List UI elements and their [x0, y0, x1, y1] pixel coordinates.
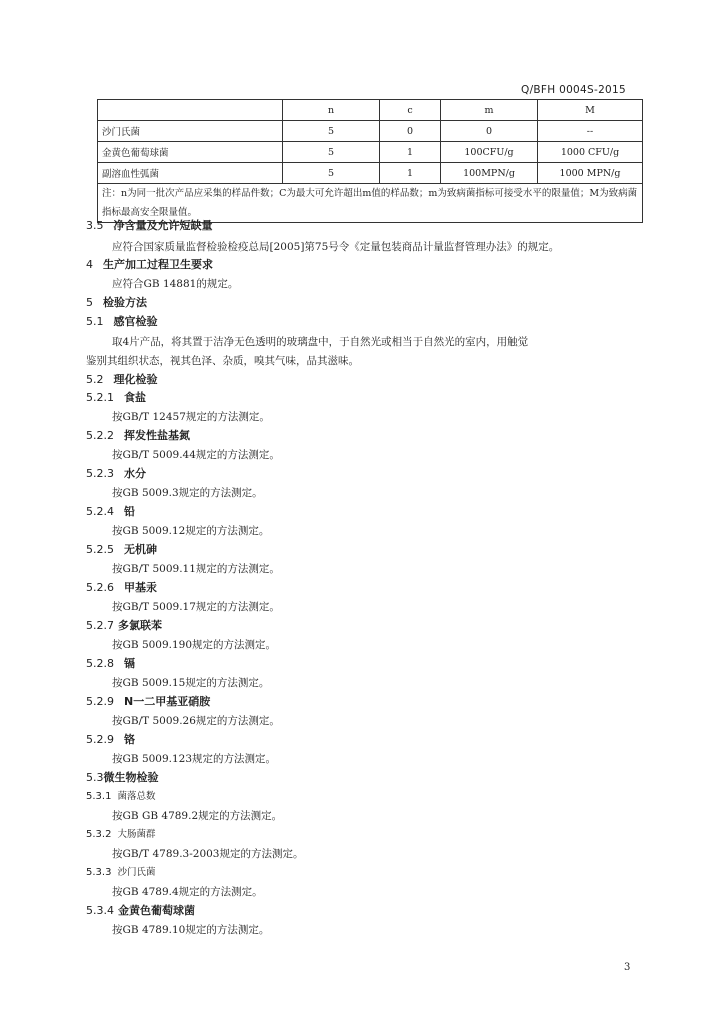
section-heading-5-2-3: 5.2.3 水分: [86, 467, 146, 480]
table-cell: --: [538, 121, 643, 142]
section-heading-5-2-1: 5.2.1 食盐: [86, 391, 146, 404]
table-cell: 0: [380, 121, 441, 142]
table-cell: 5: [283, 121, 380, 142]
section-heading-5-3-2: 5.3.2 大肠菌群: [86, 829, 156, 840]
section-body-5-1-line1: 取4片产品，将其置于洁净无色透明的玻璃盘中，于自然光或相当于自然光的室内，用触觉: [112, 336, 529, 348]
table-cell: 副溶血性弧菌: [98, 163, 283, 184]
table-cell: 0: [441, 121, 538, 142]
section-body-5-3-1: 按GB GB 4789.2规定的方法测定。: [112, 810, 283, 822]
section-body-5-2-2: 按GB/T 5009.44规定的方法测定。: [112, 449, 280, 461]
table-cell: 1: [380, 142, 441, 163]
document-code: Q/BFH 0004S-2015: [521, 84, 626, 96]
table-header-row: [98, 100, 643, 121]
section-heading-4: 4 生产加工过程卫生要求: [86, 258, 213, 271]
section-body-5-2-4: 按GB 5009.12规定的方法测定。: [112, 525, 270, 537]
table-cell: 5: [283, 163, 380, 184]
table-cell: 金黄色葡萄球菌: [98, 142, 283, 163]
section-body-5-3-2: 按GB/T 4789.3-2003规定的方法测定。: [112, 848, 304, 860]
table-header-cell: m: [441, 100, 538, 121]
section-heading-5-2-9b: 5.2.9 铬: [86, 733, 135, 746]
section-heading-5-3-3: 5.3.3 沙门氏菌: [86, 867, 156, 878]
section-heading-5-2-8: 5.2.8 镉: [86, 657, 135, 670]
table-cell: 1: [380, 163, 441, 184]
section-heading-5-2-4: 5.2.4 铅: [86, 505, 135, 518]
table-cell: 5: [283, 142, 380, 163]
section-body-5-2-6: 按GB/T 5009.17规定的方法测定。: [112, 601, 280, 613]
table-header-cell: [98, 100, 283, 121]
table-header-cell: M: [538, 100, 643, 121]
section-heading-5-2-9a: 5.2.9 N一二甲基亚硝胺: [86, 695, 211, 708]
table-note: 注：n为同一批次产品应采集的样品件数；C为最大可允许超出m值的样品数；m为致病菌指标可接受水平的限量值；M为致病菌指标最高安全限量值。: [98, 184, 643, 223]
section-heading-5-2: 5.2 理化检验: [86, 373, 158, 386]
section-body-5-2-5: 按GB/T 5009.11规定的方法测定。: [112, 563, 280, 575]
section-body-5-2-9a: 按GB/T 5009.26规定的方法测定。: [112, 715, 280, 727]
section-heading-5-2-6: 5.2.6 甲基汞: [86, 581, 157, 594]
table-row: [98, 142, 643, 163]
section-heading-5-2-2: 5.2.2 挥发性盐基氮: [86, 429, 190, 442]
table-row: [98, 163, 643, 184]
section-body-5-2-7: 按GB 5009.190规定的方法测定。: [112, 639, 277, 651]
section-body-5-2-3: 按GB 5009.3规定的方法测定。: [112, 487, 263, 499]
table-cell: 1000 MPN/g: [538, 163, 643, 184]
section-heading-5-2-7: 5.2.7 多氯联苯: [86, 619, 162, 632]
section-heading-5-1: 5.1 感官检验: [86, 315, 158, 328]
table-cell: 100CFU/g: [441, 142, 538, 163]
section-body-5-2-1: 按GB/T 12457规定的方法测定。: [112, 411, 270, 423]
section-body-5-1-line2: 鉴别其组织状态，视其色泽、杂质，嗅其气味，品其滋味。: [86, 355, 359, 367]
page-number: 3: [624, 962, 631, 973]
section-heading-5-3-1: 5.3.1 菌落总数: [86, 791, 156, 802]
section-body-5-3-3: 按GB 4789.4规定的方法测定。: [112, 886, 263, 898]
section-body-5-2-8: 按GB 5009.15规定的方法测定。: [112, 677, 270, 689]
section-heading-5-2-5: 5.2.5 无机砷: [86, 543, 157, 556]
table-header-cell: c: [380, 100, 441, 121]
section-heading-3-5: 3.5 净含量及允许短缺量: [86, 219, 213, 232]
table-cell: 100MPN/g: [441, 163, 538, 184]
section-body-5-2-9b: 按GB 5009.123规定的方法测定。: [112, 753, 277, 765]
section-body-5-3-4: 按GB 4789.10规定的方法测定。: [112, 924, 270, 936]
table-header-cell: n: [283, 100, 380, 121]
table-note-row: [98, 184, 643, 223]
section-heading-5-3-4: 5.3.4 金黄色葡萄球菌: [86, 904, 195, 917]
table-cell: 1000 CFU/g: [538, 142, 643, 163]
section-heading-5-3: 5.3微生物检验: [86, 771, 159, 784]
section-heading-5: 5 检验方法: [86, 296, 147, 309]
table-cell: 沙门氏菌: [98, 121, 283, 142]
microbial-limits-table: [97, 99, 643, 223]
section-body-4: 应符合GB 14881的规定。: [112, 278, 239, 290]
section-body-3-5: 应符合国家质量监督检验检疫总局[2005]第75号令《定量包装商品计量监督管理办法》的规定。: [112, 241, 560, 253]
table-row: [98, 121, 643, 142]
